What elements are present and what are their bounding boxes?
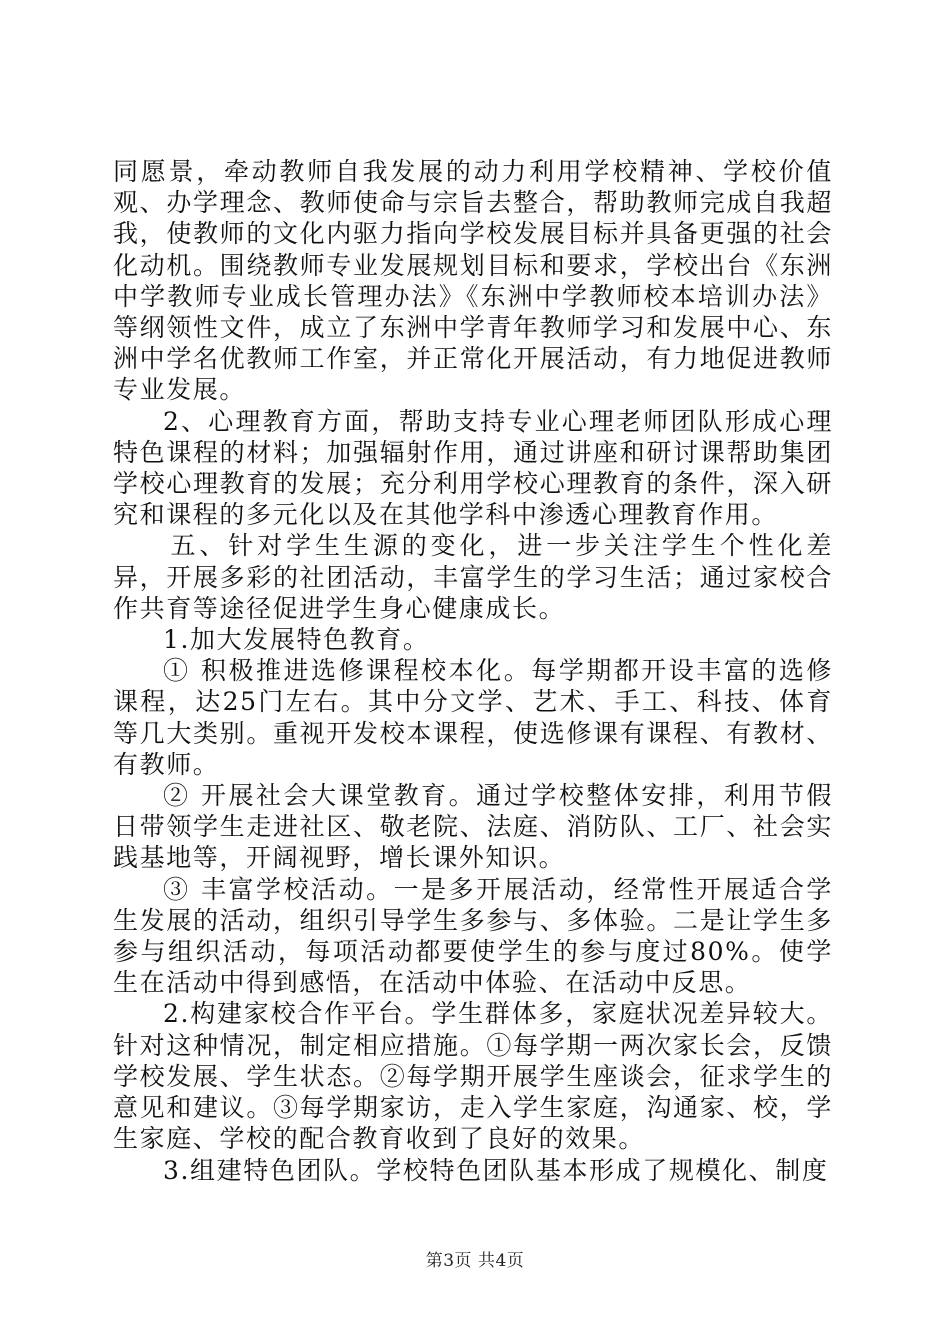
paragraph-item-3: 3.组建特色团队。学校特色团队基本形成了规模化、制度 [163, 1155, 829, 1185]
paragraph-section-five: 五、针对学生生源的变化，进一步关注学生个性化差异，开展多彩的社团活动，丰富学生的学习生活；通过家校合作共育等途径促进学生身心健康成长。 [113, 531, 833, 623]
paragraph-item-1-b: ② 开展社会大课堂教育。通过学校整体安排，利用节假日带领学生走进社区、敬老院、法庭、消防队、工厂、社会实践基地等，开阔视野，增长课外知识。 [113, 781, 833, 873]
paragraph-psychology-education: 2、心理教育方面，帮助支持专业心理老师团队形成心理特色课程的材料；加强辐射作用，通过讲座和研讨课帮助集团学校心理教育的发展；充分利用学校心理教育的条件，深入研究和课程的多元化以及在其他学科中渗透心理教育作用。 [113, 406, 833, 530]
document-body [113, 156, 833, 1186]
paragraph-item-1-c: ③ 丰富学校活动。一是多开展活动，经常性开展适合学生发展的活动，组织引导学生多参与、多体验。二是让学生多参与组织活动，每项活动都要使学生的参与度过80%。使学生在活动中得到感悟，在活动中体验、在活动中反思。 [113, 874, 833, 998]
paragraph-teacher-development: 同愿景，牵动教师自我发展的动力利用学校精神、学校价值观、办学理念、教师使命与宗旨去整合，帮助教师完成自我超我，使教师的文化内驱力指向学校发展目标并具备更强的社会化动机。围绕教师专业发展规划目标和要求，学校出台《东洲中学教师专业成长管理办法》《东洲中学教师校本培训办法》等纲领性文件，成立了东洲中学青年教师学习和发展中心、东洲中学名优教师工作室，并正常化开展活动，有力地促进教师专业发展。 [113, 157, 833, 405]
paragraph-item-1: 1.加大发展特色教育。 [163, 625, 430, 655]
page-footer: 第3页 共4页 [425, 1251, 525, 1271]
paragraph-item-2: 2.构建家校合作平台。学生群体多，家庭状况差异较大。针对这种情况，制定相应措施。①每学期一两次家长会，反馈学校发展、学生状态。②每学期开展学生座谈会，征求学生的意见和建议。③每学期家访，走入学生家庭，沟通家、校，学生家庭、学校的配合教育收到了良好的效果。 [113, 999, 833, 1154]
paragraph-item-1-a: ① 积极推进选修课程校本化。每学期都开设丰富的选修课程，达25门左右。其中分文学、艺术、手工、科技、体育等几大类别。重视开发校本课程，使选修课有课程、有教材、有教师。 [113, 656, 833, 779]
